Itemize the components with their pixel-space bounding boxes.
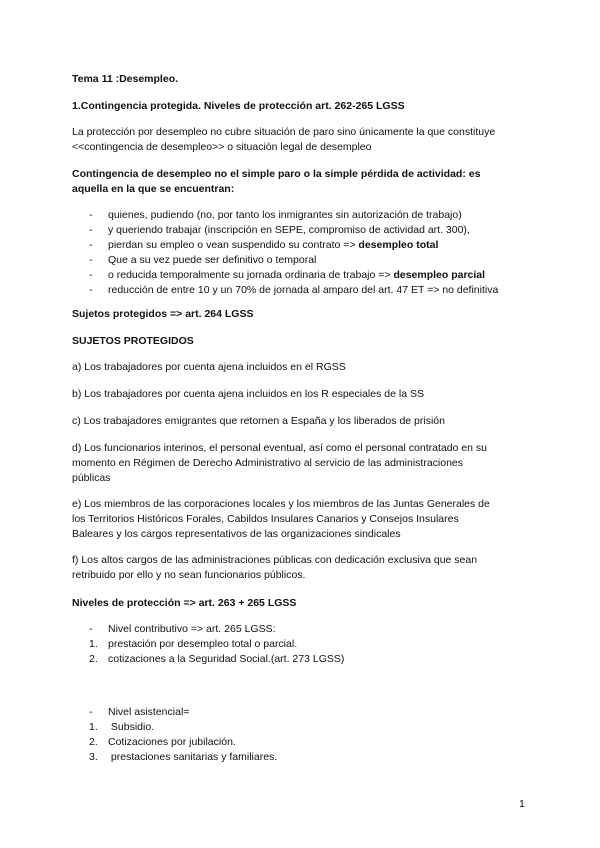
list-item [72,208,532,223]
text-line: a) Los trabajadores por cuenta ajena incluidos en el RGSS [72,361,346,373]
text-line: Contingencia de desempleo no el simple paro o la simple pérdida de actividad: es [72,168,481,180]
list-item [72,622,532,637]
list-item-text: reducción de entre 10 y un 70% de jornada al amparo del art. 47 ET => no definitiva [108,284,499,296]
text-line: <<contingencia de desempleo>> o situación legal de desempleo [72,141,372,153]
list-marker: - [89,284,93,296]
list-marker: 1. [89,721,98,733]
list-item [72,253,532,268]
list-marker: 1. [89,638,98,650]
list-marker: 3. [89,751,98,763]
list-marker: - [89,224,93,236]
list-item [72,750,532,765]
contingencia-bullet-list [72,208,532,298]
list-item [72,637,532,652]
list-marker: 2. [89,736,98,748]
list-item [72,720,532,735]
list-item-text: Nivel contributivo => art. 265 LGSS: [108,623,276,635]
section-heading-contingencia: 1.Contingencia protegida. Niveles de protección art. 262-265 LGSS [72,100,405,112]
list-marker: - [89,706,93,718]
section-subheading-sujetos: SUJETOS PROTEGIDOS [72,335,194,347]
sujeto-item-e [72,497,532,542]
list-item-text: Nivel asistencial= [108,706,190,718]
list-marker: - [89,209,93,221]
text-line: La protección por desempleo no cubre situación de paro sino únicamente la que constituye [72,126,496,138]
section-heading-sujetos: Sujetos protegidos => art. 264 LGSS [72,308,254,320]
text-line: c) Los trabajadores emigrantes que retornen a España y los liberados de prisión [72,415,445,427]
sujeto-item-b [72,387,532,402]
list-item-text: Cotizaciones por jubilación. [108,736,236,748]
nivel-asistencial-list [72,705,532,765]
text-line: públicas [72,472,111,484]
list-item-text: Que a su vez puede ser definitivo o temporal [108,254,317,266]
list-item-text: o reducida temporalmente su jornada ordinaria de trabajo => [108,269,394,281]
text-line: f) Los altos cargos de las administraciones públicas con dedicación exclusiva que sean [72,554,478,566]
list-marker: - [89,623,93,635]
list-item [72,283,532,298]
list-marker: 2. [89,653,98,665]
page-number: 1 [519,798,525,810]
list-marker: - [89,269,93,281]
list-item-text: pierdan su empleo o vean suspendido su contrato => [108,239,359,251]
list-item [72,652,532,667]
text-line: retribuido por ello y no sean funcionarios públicos. [72,569,306,581]
document-title: Tema 11 :Desempleo. [72,73,179,85]
list-marker: - [89,239,93,251]
list-item [72,705,532,720]
list-item [72,223,532,238]
sujeto-item-f [72,553,532,583]
paragraph-contingencia-bold [72,167,532,197]
list-item [72,735,532,750]
nivel-contributivo-list [72,622,532,667]
list-item-text: prestación por desempleo total o parcial. [108,638,298,650]
sujeto-item-c [72,414,532,429]
sujeto-item-d [72,441,532,486]
list-marker: - [89,254,93,266]
list-item-text: quienes, pudiendo (no, por tanto los inmigrantes sin autorización de trabajo) [108,209,462,221]
list-item-text: prestaciones sanitarias y familiares. [108,751,278,763]
paragraph-proteccion [72,125,532,155]
text-line: momento en Régimen de Derecho Administrativo al servicio de las administraciones [72,457,464,469]
text-line: aquella en la que se encuentran: [72,183,235,195]
list-item-text: y queriendo trabajar (inscripción en SEPE, compromiso de actividad art. 300), [108,224,470,236]
list-item-emphasis: desempleo parcial [393,269,486,281]
list-item [72,268,532,283]
list-item-text: Subsidio. [108,721,155,733]
sujeto-item-a [72,360,532,375]
text-line: Baleares y los cargos representativos de las organizaciones sindicales [72,528,401,540]
list-item-text: cotizaciones a la Seguridad Social.(art. 273 LGSS) [108,653,345,665]
text-line: b) Los trabajadores por cuenta ajena incluidos en los R especiales de la SS [72,388,424,400]
text-line: e) Los miembros de las corporaciones locales y los miembros de las Juntas Generales de [72,498,490,510]
text-line: d) Los funcionarios interinos, el personal eventual, así como el personal contratado en su [72,442,487,454]
list-item [72,238,532,253]
section-heading-niveles: Niveles de protección => art. 263 + 265 LGSS [72,597,297,609]
text-line: los Territorios Históricos Forales, Cabildos Insulares Canarios y Consejos Insulares [72,513,459,525]
list-item-emphasis: desempleo total [358,239,439,251]
